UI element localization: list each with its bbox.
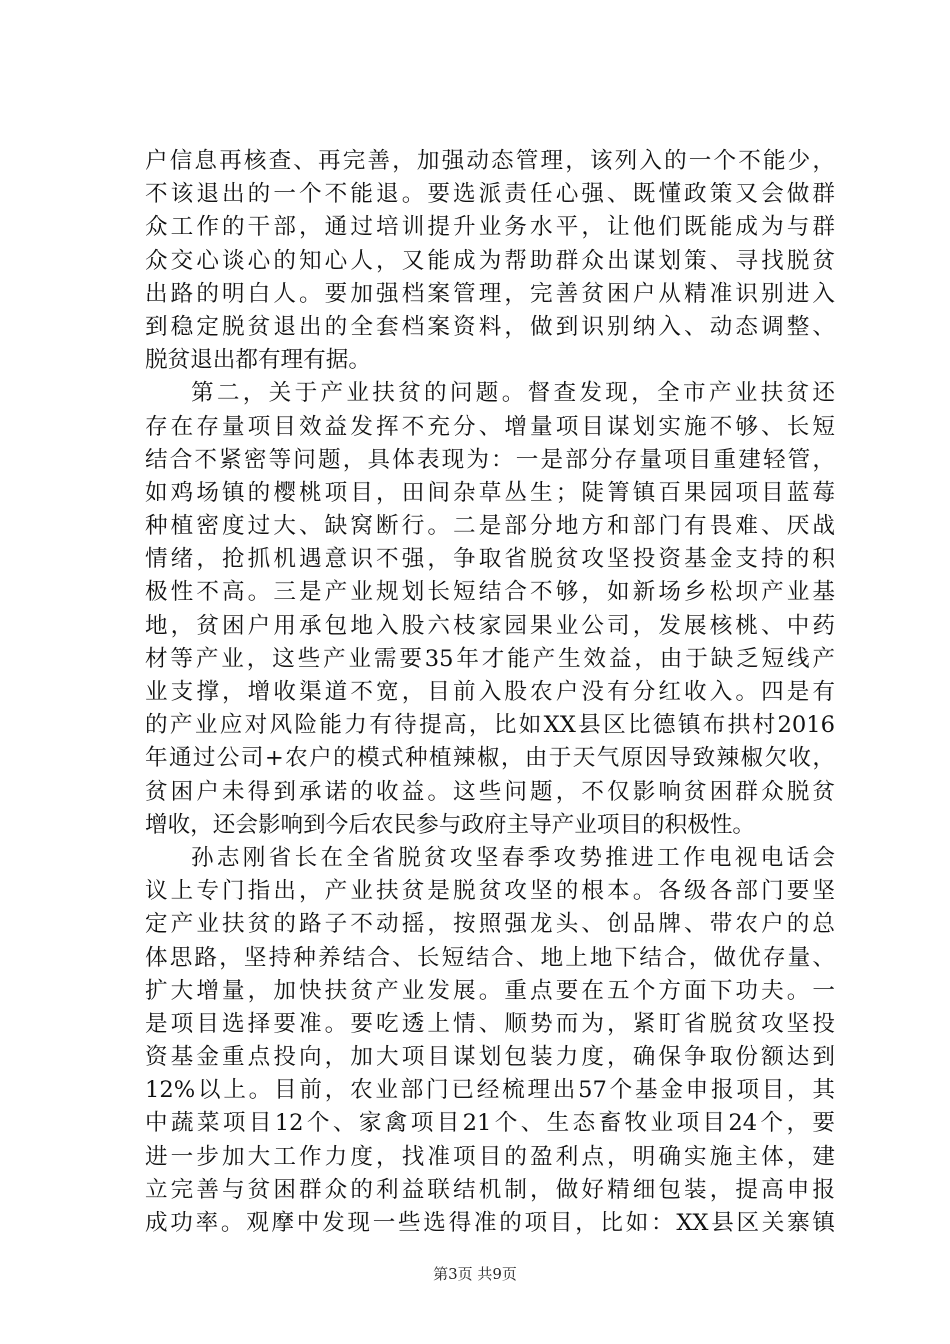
text-line: 业支撑，增收渠道不宽，目前入股农户没有分红收入。四是有	[145, 679, 835, 705]
text-line: 成功率。观摩中发现一些选得准的项目，比如：XX县区关寨镇	[145, 1210, 835, 1236]
text-line: 地，贫困户用承包地入股六枝家园果业公司，发展核桃、中药	[145, 612, 835, 639]
text-line: 众交心谈心的知心人，又能成为帮助群众出谋划策、寻找脱贫	[145, 247, 835, 274]
page-number-footer: 第3页 共9页	[433, 1265, 517, 1283]
text-line: 脱贫退出都有理有据。	[145, 347, 371, 374]
text-line: 12%以上。目前，农业部门已经梳理出57个基金申报项目，其	[145, 1077, 835, 1104]
text-line: 立完善与贫困群众的利益联结机制，做好精细包装，提高申报	[145, 1176, 835, 1203]
text-line: 资基金重点投向，加大项目谋划包装力度，确保争取份额达到	[145, 1044, 835, 1071]
text-line: 到稳定脱贫退出的全套档案资料，做到识别纳入、动态调整、	[145, 313, 835, 340]
document-body	[145, 145, 835, 1240]
paragraph-start-line: 第二，关于产业扶贫的问题。督查发现，全市产业扶贫还	[191, 380, 835, 407]
text-line: 年通过公司+农户的模式种植辣椒，由于天气原因导致辣椒欠收，	[145, 745, 835, 772]
text-line: 进一步加大工作力度，找准项目的盈利点，明确实施主体，建	[145, 1143, 835, 1170]
text-line: 的产业应对风险能力有待提高，比如XX县区比德镇布拱村2016	[145, 712, 835, 739]
text-line: 材等产业，这些产业需要35年才能产生效益，由于缺乏短线产	[145, 645, 835, 672]
text-line: 不该退出的一个不能退。要选派责任心强、既懂政策又会做群	[145, 181, 835, 208]
text-line: 情绪，抢抓机遇意识不强，争取省脱贫攻坚投资基金支持的积	[145, 546, 835, 573]
text-line: 体思路，坚持种养结合、长短结合、地上地下结合，做优存量、	[145, 944, 835, 971]
text-line: 是项目选择要准。要吃透上情、顺势而为，紧盯省脱贫攻坚投	[145, 1010, 835, 1037]
text-line: 出路的明白人。要加强档案管理，完善贫困户从精准识别进入	[145, 280, 835, 307]
text-line: 议上专门指出，产业扶贫是脱贫攻坚的根本。各级各部门要坚	[145, 878, 835, 905]
text-line: 种植密度过大、缺窝断行。二是部分地方和部门有畏难、厌战	[145, 513, 835, 540]
text-line: 户信息再核查、再完善，加强动态管理，该列入的一个不能少，	[145, 148, 835, 174]
text-line: 增收，还会影响到今后农民参与政府主导产业项目的积极性。	[145, 811, 756, 838]
text-line: 扩大增量，加快扶贫产业发展。重点要在五个方面下功夫。一	[145, 977, 835, 1004]
text-line: 定产业扶贫的路子不动摇，按照强龙头、创品牌、带农户的总	[145, 911, 835, 938]
text-line: 贫困户未得到承诺的收益。这些问题，不仅影响贫困群众脱贫	[145, 778, 835, 805]
text-line: 如鸡场镇的樱桃项目，田间杂草丛生；陡箐镇百果园项目蓝莓	[145, 479, 835, 506]
text-line: 存在存量项目效益发挥不充分、增量项目谋划实施不够、长短	[145, 413, 835, 440]
paragraph-start-line: 孙志刚省长在全省脱贫攻坚春季攻势推进工作电视电话会	[191, 844, 835, 871]
text-line: 结合不紧密等问题，具体表现为：一是部分存量项目重建轻管，	[145, 446, 835, 473]
text-line: 中蔬菜项目12个、家禽项目21个、生态畜牧业项目24个，要	[145, 1110, 835, 1137]
text-line: 极性不高。三是产业规划长短结合不够，如新场乡松坝产业基	[145, 579, 835, 606]
text-line: 众工作的干部，通过培训提升业务水平，让他们既能成为与群	[145, 214, 835, 241]
